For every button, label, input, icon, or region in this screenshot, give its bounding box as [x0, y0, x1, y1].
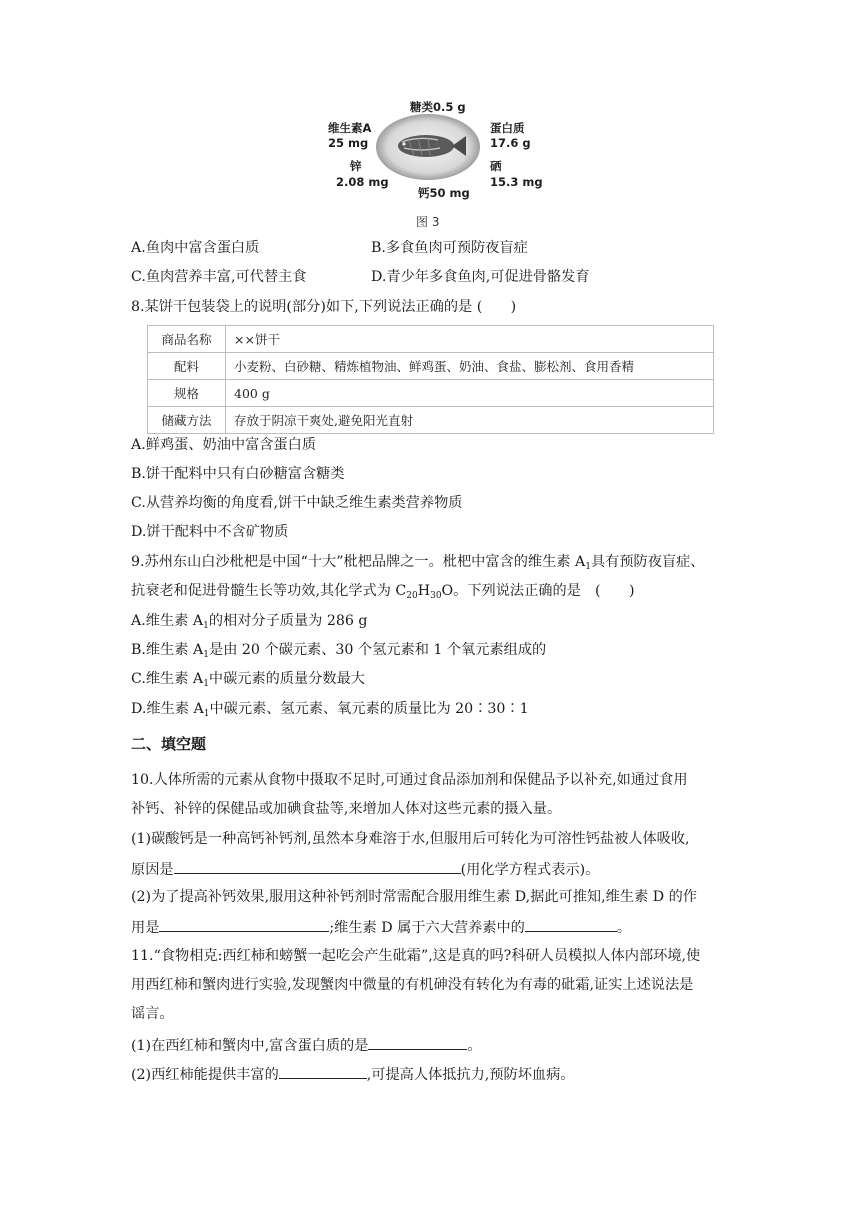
- value-zinc: 2.08 mg: [336, 175, 389, 189]
- q7-option-b: B.多食鱼肉可预防夜盲症: [371, 240, 528, 256]
- answer-blank[interactable]: [174, 857, 461, 874]
- q11-part2: [131, 1062, 574, 1086]
- q9-text: B.维生素 A: [131, 642, 204, 658]
- q7-option-d: D.青少年多食鱼肉,可促进骨骼发育: [371, 269, 590, 285]
- q8-option-a: A.鲜鸡蛋、奶油中富含蛋白质: [131, 437, 317, 453]
- q9-text: C.维生素 A: [131, 671, 204, 687]
- q10-text: 原因是: [131, 862, 174, 878]
- q9-text: 9.苏州东山白沙枇杷是中国“十大”枇杷品牌之一。枇杷中富含的维生素 A: [131, 554, 586, 570]
- label-sugar: 糖类0.5 g: [410, 100, 466, 114]
- q10-text: (用化学方程式表示)。: [460, 862, 600, 878]
- subscript: 1: [203, 679, 209, 689]
- table-key: 规格: [148, 380, 226, 407]
- q11-text: ,可提高人体抵抗力,预防坏血病。: [366, 1067, 575, 1083]
- q9-text: 的相对分子质量为 286 g: [208, 613, 368, 629]
- subscript: 20: [406, 591, 418, 601]
- table-key: 配料: [148, 353, 226, 380]
- figure-caption: 图 3: [416, 215, 440, 229]
- answer-blank[interactable]: [279, 1062, 367, 1079]
- q10-stem-line2: 补钙、补锌的保健品或加碘食盐等,来增加人体对这些元素的摄入量。: [131, 801, 562, 817]
- section-title: 二、填空题: [131, 735, 207, 753]
- q11-text: (2)西红柿能提供丰富的: [131, 1067, 279, 1083]
- q9-text: 抗衰老和促进骨髓生长等功效,其化学式为 C: [131, 583, 407, 599]
- q10-part2-line1: (2)为了提高补钙效果,服用这种补钙剂时常需配合服用维生素 D,据此可推知,维生素 D 的作: [131, 889, 697, 905]
- q9-option-b: [131, 639, 546, 661]
- table-row: [148, 407, 714, 434]
- q9-text: 中碳元素、氢元素、氧元素的质量比为 20∶30∶1: [209, 701, 529, 717]
- q8-option-d: D.饼干配料中不含矿物质: [131, 524, 289, 540]
- q11-text: 。: [467, 1038, 482, 1054]
- q10-part1-line1: (1)碳酸钙是一种高钙补钙剂,虽然本身难溶于水,但服用后可转化为可溶性钙盐被人体吸收,: [131, 831, 690, 847]
- label-protein: 蛋白质: [490, 121, 525, 135]
- q8-option-b: B.饼干配料中只有白砂糖富含糖类: [131, 466, 345, 482]
- table-row: [148, 353, 714, 380]
- subscript: 1: [203, 709, 210, 719]
- q10-part2-line2: [131, 915, 631, 939]
- table-key: 储藏方法: [148, 407, 226, 434]
- q9-text: 中碳元素的质量分数最大: [208, 671, 365, 687]
- q10-part1-line2: [131, 857, 599, 881]
- q7-option-c: C.鱼肉营养丰富,可代替主食: [131, 269, 307, 285]
- q10-text: 。: [616, 920, 632, 936]
- label-zinc: 锌: [350, 159, 362, 173]
- subscript: 1: [203, 621, 209, 631]
- q9-text: 是由 20 个碳元素、30 个氢元素和 1 个氧元素组成的: [209, 642, 547, 658]
- label-calcium: 钙50 mg: [418, 186, 470, 200]
- label-vitamin-a: 维生素A: [328, 121, 372, 135]
- q9-option-d: [131, 698, 529, 720]
- value-vitamin-a: 25 mg: [328, 136, 369, 150]
- biscuit-spec-table: [147, 325, 714, 434]
- q9-text: D.维生素 A: [131, 701, 204, 717]
- q9-stem-line2: [131, 580, 635, 602]
- fish-image: [388, 126, 468, 166]
- q11-stem-line2: 用西红柿和蟹肉进行实验,发现蟹肉中微量的有机砷没有转化为有毒的砒霜,证实上述说法是: [131, 977, 694, 993]
- q8-option-c: C.从营养均衡的角度看,饼干中缺乏维生素类营养物质: [131, 495, 463, 511]
- q9-option-a: [131, 610, 368, 632]
- q11-text: (1)在西红柿和蟹肉中,富含蛋白质的是: [131, 1038, 369, 1054]
- table-row: [148, 380, 714, 407]
- value-selenium: 15.3 mg: [490, 175, 543, 189]
- table-value: 400 g: [226, 380, 714, 407]
- q10-text: ;维生素 D 属于六大营养素中的: [329, 920, 525, 936]
- q11-stem-line3: 谣言。: [131, 1006, 174, 1022]
- q9-text: A.维生素 A: [131, 613, 204, 629]
- q10-stem-line1: 10.人体所需的元素从食物中摄取不足时,可通过食品添加剂和保健品予以补充,如通过食用: [131, 772, 688, 788]
- answer-blank[interactable]: [368, 1033, 467, 1050]
- value-protein: 17.6 g: [490, 136, 531, 150]
- subscript: 30: [430, 591, 442, 601]
- q10-text: 用是: [131, 920, 160, 936]
- table-row: [148, 326, 714, 353]
- q11-part1: [131, 1033, 482, 1057]
- answer-blank[interactable]: [159, 915, 329, 932]
- q9-text: H: [417, 583, 431, 599]
- table-key: 商品名称: [148, 326, 226, 353]
- table-value: 小麦粉、白砂糖、精炼植物油、鲜鸡蛋、奶油、食盐、膨松剂、食用香精: [226, 353, 714, 380]
- answer-blank[interactable]: [525, 915, 617, 932]
- q8-stem: 8.某饼干包装袋上的说明(部分)如下,下列说法正确的是 ( ): [131, 299, 517, 315]
- q9-text: O。下列说法正确的是 ( ): [441, 583, 635, 599]
- q11-stem-line1: 11.“食物相克:西红柿和螃蟹一起吃会产生砒霜”,这是真的吗?科研人员模拟人体内部环境,使: [131, 948, 701, 964]
- subscript: 1: [585, 562, 591, 572]
- q9-option-c: [131, 668, 365, 690]
- subscript: 1: [203, 650, 209, 660]
- q9-stem-line1: [131, 551, 705, 573]
- q9-text: 具有预防夜盲症、: [590, 554, 705, 570]
- nutrition-figure: [328, 96, 543, 200]
- table-value: 存放于阴凉干爽处,避免阳光直射: [226, 407, 714, 434]
- label-selenium: 硒: [490, 159, 502, 173]
- table-value: ××饼干: [226, 326, 714, 353]
- q7-option-a: A.鱼肉中富含蛋白质: [131, 240, 260, 256]
